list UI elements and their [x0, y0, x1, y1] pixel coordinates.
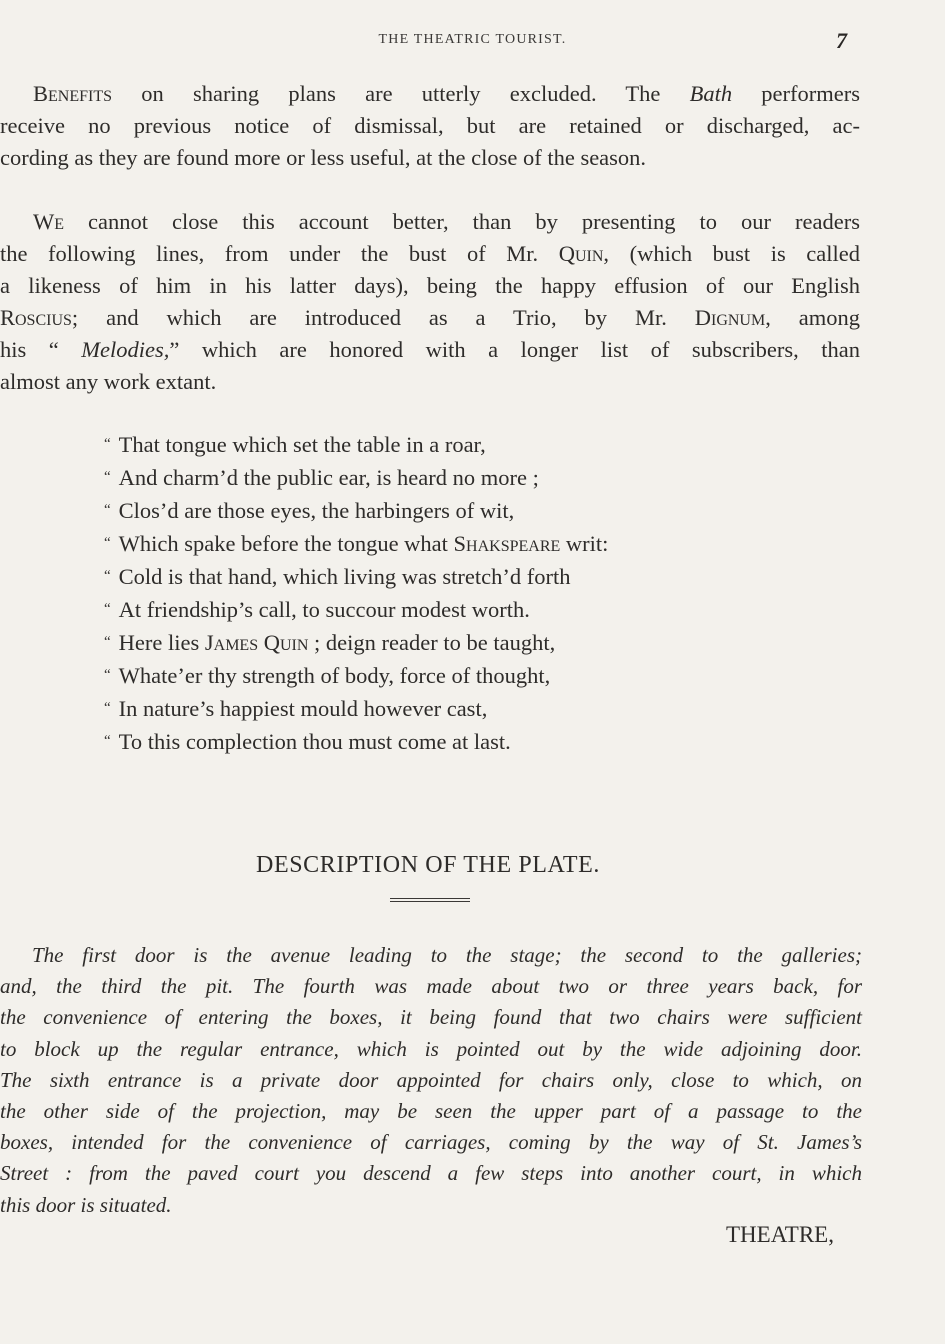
italic-run: Bath: [689, 81, 733, 106]
quote-mark: “: [104, 469, 111, 485]
quote-mark: “: [104, 436, 111, 452]
small-caps-name: Quin: [558, 241, 604, 266]
text-line: [0, 334, 860, 366]
text-run: cannot close this account better, than by presenting to our readers: [64, 209, 860, 234]
epitaph-poem: [104, 428, 608, 758]
text-line: Street : from the paved court you descend a few steps into another court, in which: [0, 1161, 862, 1186]
paragraph-benefits: [0, 78, 860, 174]
poem-verse: [104, 659, 608, 692]
quote-mark: “: [104, 568, 111, 584]
verse-text: Whate’er thy strength of body, force of thought,: [118, 663, 551, 688]
verse-text: Clos’d are those eyes, the harbingers of wit,: [118, 498, 515, 523]
verse-text: In nature’s happiest mould however cast,: [118, 696, 488, 721]
verse-text: ; deign reader to be taught,: [308, 630, 556, 655]
text-line: The first door is the avenue leading to the stage; the second to the galleries;: [32, 943, 862, 967]
quote-mark: “: [104, 634, 111, 650]
text-line: to block up the regular entrance, which is pointed out by the wide adjoining door.: [0, 1036, 862, 1061]
verse-text: writ:: [560, 531, 609, 556]
paragraph-account: [0, 206, 860, 398]
text-line: the other side of the projection, may be seen the upper part of a passage to the: [0, 1099, 862, 1124]
quote-mark: “: [104, 601, 111, 617]
catchword: THEATRE,: [726, 1222, 834, 1247]
text-line: and, the third the pit. The fourth was made about two or three years back, for: [0, 974, 862, 999]
text-run: , among: [765, 305, 860, 330]
section-heading: DESCRIPTION OF THE PLATE.: [256, 852, 600, 878]
small-caps-name: Shakspeare: [453, 531, 561, 556]
text-run: ; and which are introduced as a Trio, by Mr.: [71, 305, 695, 330]
verse-text: At friendship’s call, to succour modest worth.: [118, 597, 530, 622]
text-line: the convenience of entering the boxes, it being found that two chairs were sufficient: [0, 1005, 862, 1030]
text-run: , (which bust is called: [603, 241, 860, 266]
text-line: [0, 302, 860, 334]
text-line: [0, 206, 860, 238]
text-run: the following lines, from under the bust of Mr.: [0, 241, 559, 266]
text-line: The sixth entrance is a private door appointed for chairs only, close to which, on: [0, 1067, 862, 1092]
text-line: this door is situated.: [0, 1192, 172, 1217]
poem-verse: [104, 626, 608, 659]
text-line: receive no previous notice of dismissal, but are retained or discharged, ac-: [0, 113, 860, 138]
small-caps-name: Dignum: [694, 305, 766, 330]
poem-verse: [104, 494, 608, 527]
poem-verse: [104, 593, 608, 626]
poem-verse: [104, 725, 608, 758]
poem-verse: [104, 428, 608, 461]
italic-run: Melodies,: [81, 337, 170, 362]
text-line: [0, 78, 860, 110]
poem-verse: [104, 527, 608, 560]
quote-mark: “: [104, 700, 111, 716]
text-run: performers: [732, 81, 860, 106]
quote-mark: “: [104, 667, 111, 683]
small-caps-name: James Quin: [204, 630, 309, 655]
verse-text: Which spake before the tongue what: [118, 531, 454, 556]
text-line: [0, 238, 860, 270]
poem-verse: [104, 560, 608, 593]
quote-mark: “: [104, 535, 111, 551]
plate-description: [0, 940, 862, 1221]
text-run: his “: [0, 337, 82, 362]
verse-text: To this complection thou must come at last.: [118, 729, 511, 754]
small-caps-lead: We: [33, 209, 65, 234]
verse-text: And charm’d the public ear, is heard no more ;: [118, 465, 539, 490]
poem-verse: [104, 692, 608, 725]
quote-mark: “: [104, 733, 111, 749]
verse-text: That tongue which set the table in a roar,: [118, 432, 486, 457]
page-number: 7: [836, 28, 847, 53]
verse-text: Here lies: [118, 630, 205, 655]
small-caps-lead: Benefits: [33, 81, 113, 106]
text-line: a likeness of him in his latter days), being the happy effusion of our English: [0, 273, 860, 298]
text-run: ” which are honored with a longer list of subscribers, than: [169, 337, 861, 362]
verse-text: Cold is that hand, which living was stretch’d forth: [118, 564, 571, 589]
double-rule-divider: [390, 898, 470, 902]
text-line: cording as they are found more or less useful, at the close of the season.: [0, 145, 647, 170]
poem-verse: [104, 461, 608, 494]
text-line: boxes, intended for the convenience of carriages, coming by the way of St. James’s: [0, 1130, 862, 1155]
text-run: on sharing plans are utterly excluded. The: [112, 81, 690, 106]
small-caps-name: Roscius: [0, 305, 72, 330]
quote-mark: “: [104, 502, 111, 518]
text-line: almost any work extant.: [0, 369, 217, 394]
running-head: THE THEATRIC TOURIST.: [378, 32, 567, 47]
